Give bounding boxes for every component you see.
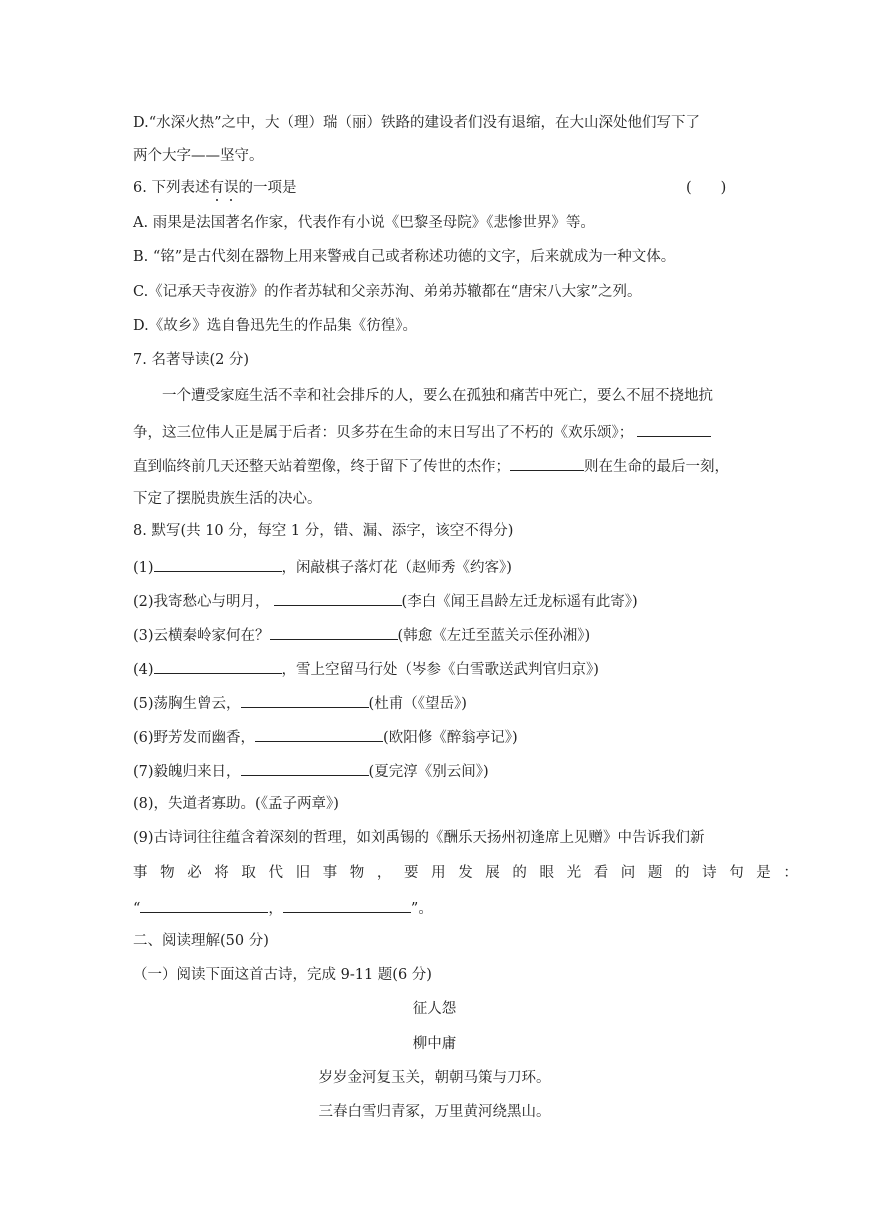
- q8-6-source: (欧阳修《醉翁亭记》): [383, 730, 518, 746]
- q8-4-text: ，雪上空留马行处（岑参《白雪歌送武判官归京》): [281, 662, 599, 678]
- q8-4-label: (4): [133, 662, 154, 678]
- q8-3-text: (3)云横秦岭家何在？: [133, 628, 270, 644]
- q8-6-text: (6)野芳发而幽香，: [133, 730, 256, 746]
- question-7-title: 7. 名著导读(2 分): [133, 352, 250, 368]
- q6-option-c: C.《记承天寺夜游》的作者苏轼和父亲苏洵、弟弟苏辙都在“唐宋八大家”之列。: [133, 284, 642, 300]
- emphasis-char-you: 有: [209, 180, 224, 196]
- q7-line3-text-a: 直到临终前几天还整天站着塑像，终于留下了传世的杰作；: [133, 459, 510, 475]
- section-2-heading: 二、阅读理解(50 分): [133, 933, 269, 949]
- fill-blank[interactable]: [637, 421, 711, 437]
- q8-5-source: (杜甫（《望岳》): [368, 696, 467, 712]
- q8-item-8: (8)，失道者寡助。(《孟子两章》): [133, 796, 339, 812]
- q7-paragraph-line2: [133, 421, 711, 443]
- fill-blank[interactable]: [241, 760, 369, 776]
- q6-option-b: B. “铭”是古代刻在器物上用来警戒自己或者称述功德的文字，后来就成为一种文体。: [133, 249, 676, 265]
- fill-blank[interactable]: [255, 726, 383, 742]
- fill-blank[interactable]: [270, 624, 398, 640]
- fill-blank[interactable]: [241, 692, 369, 708]
- q8-2-text: (2)我寄愁心与明月，: [133, 594, 270, 610]
- q8-item-6: [133, 726, 518, 748]
- q8-item-5: [133, 692, 467, 714]
- comma: ，: [268, 901, 283, 917]
- q8-7-text: (7)毅魄归来日，: [133, 764, 241, 780]
- q8-item-9-line3: [133, 897, 433, 919]
- q6-stem-pre: 6. 下列表述: [133, 180, 210, 196]
- q8-item-9-line2: 事物必将取代旧事物，要用发展的眼光看问题的诗句是：: [133, 865, 811, 881]
- open-quote: “: [133, 901, 141, 917]
- q6-option-d: D.《故乡》选自鲁迅先生的作品集《彷徨》。: [133, 318, 417, 334]
- q8-5-text: (5)荡胸生曾云，: [133, 696, 241, 712]
- emphasis-char-wu: 误: [223, 180, 239, 196]
- q7-paragraph-line3: [133, 455, 729, 477]
- q8-item-9-line1: (9)古诗词往往蕴含着深刻的哲理，如刘禹锡的《酬乐天扬州初逢席上见赠》中告诉我们新: [133, 830, 705, 846]
- q8-7-source: (夏完淳《别云间》): [368, 764, 489, 780]
- section-2-part-1-heading: （一）阅读下面这首古诗，完成 9-11 题(6 分): [133, 967, 432, 983]
- q6-option-a: A. 雨果是法国著名作家，代表作有小说《巴黎圣母院》《悲惨世界》等。: [133, 215, 595, 231]
- q7-paragraph-line4: 下定了摆脱贵族生活的决心。: [133, 491, 322, 507]
- q7-line3-text-b: 则在生命的最后一刻，: [584, 459, 729, 475]
- q8-item-4: [133, 658, 599, 680]
- fill-blank[interactable]: [510, 455, 584, 471]
- fill-blank[interactable]: [283, 897, 411, 913]
- answer-parentheses: ( ): [686, 180, 727, 196]
- question-8-title: 8. 默写(共 10 分，每空 1 分，错、漏、添字，该空不得分): [133, 523, 514, 539]
- fill-blank[interactable]: [154, 556, 282, 572]
- question-6-stem: [133, 178, 296, 198]
- poem-author: 柳中庸: [412, 1036, 457, 1052]
- q6-stem-post: 的一项是: [238, 180, 297, 196]
- q8-1-text: ，闲敲棋子落灯花（赵师秀《约客》): [281, 560, 512, 576]
- q8-3-source: (韩愈《左迁至蓝关示侄孙湘》): [397, 628, 591, 644]
- fill-blank[interactable]: [154, 658, 282, 674]
- option-d-line2: 两个大字——坚守。: [133, 148, 264, 164]
- q8-item-2: [133, 590, 638, 612]
- poem-line-1: 岁岁金河复玉关，朝朝马策与刀环。: [318, 1070, 551, 1086]
- q8-1-label: (1): [133, 560, 154, 576]
- poem-line-2: 三春白雪归青冢，万里黄河绕黑山。: [318, 1104, 551, 1120]
- close-quote: ”。: [410, 901, 433, 917]
- poem-title: 征人怨: [412, 1001, 457, 1017]
- q8-2-source: (李白《闻王昌龄左迁龙标遥有此寄》): [401, 594, 638, 610]
- fill-blank[interactable]: [274, 590, 402, 606]
- option-d-line1: D.“水深火热”之中，大（理）瑞（丽）铁路的建设者们没有退缩，在大山深处他们写下了: [133, 115, 701, 131]
- q8-item-1: [133, 556, 512, 578]
- q8-item-7: [133, 760, 489, 782]
- q7-line2-text: 争，这三位伟人正是属于后者：贝多芬在生命的末日写出了不朽的《欢乐颂》；: [133, 425, 634, 441]
- fill-blank[interactable]: [140, 897, 268, 913]
- q7-paragraph-line1: 一个遭受家庭生活不幸和社会排斥的人，要么在孤独和痛苦中死亡，要么不屈不挠地抗: [162, 388, 713, 404]
- q8-item-3: [133, 624, 590, 646]
